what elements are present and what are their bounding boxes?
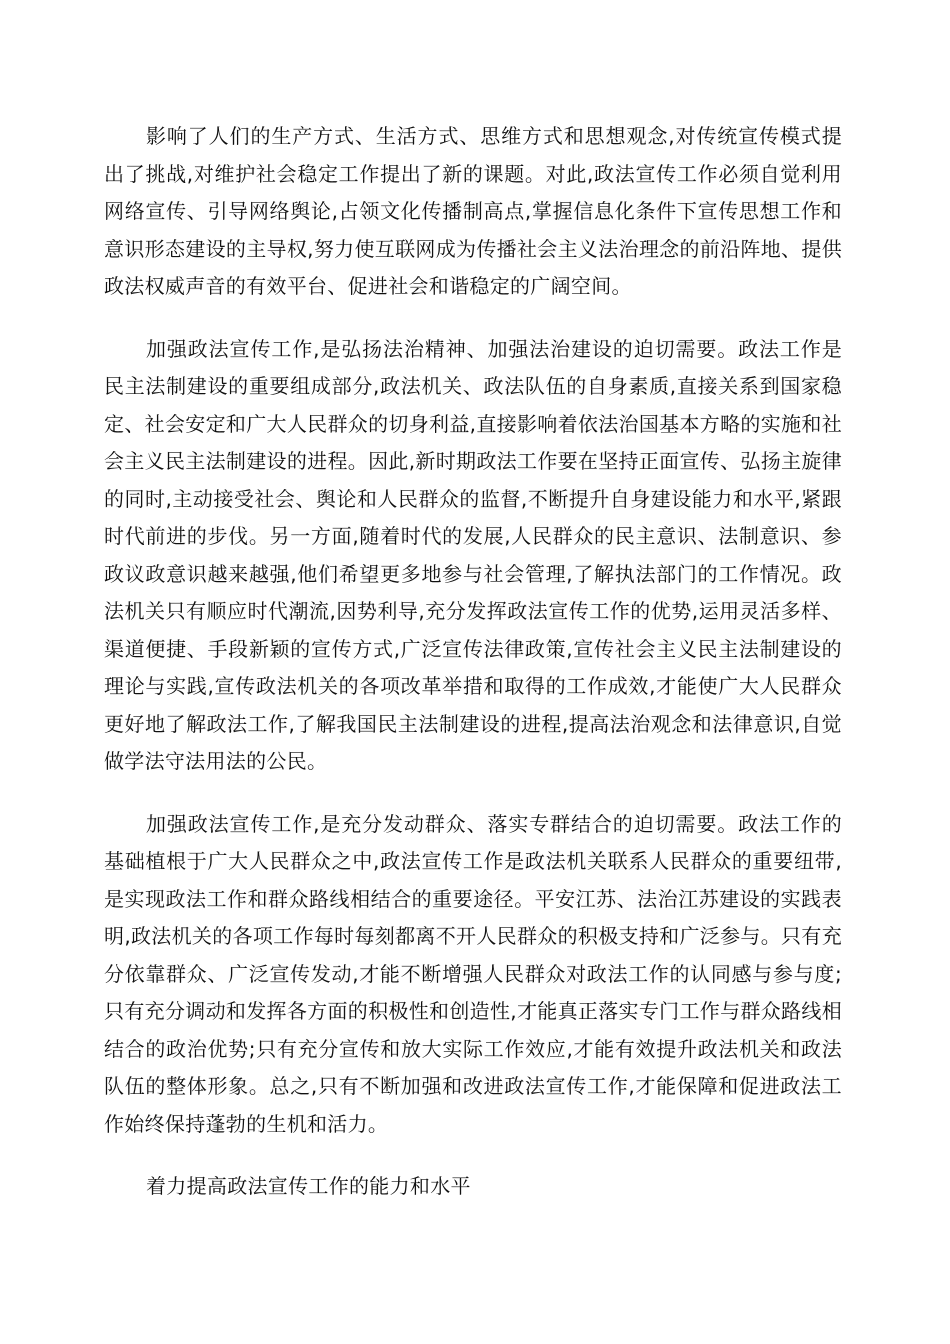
paragraph-1: 影响了人们的生产方式、生活方式、思维方式和思想观念,对传统宣传模式提出了挑战,对维护社会稳定工作提出了新的课题。对此,政法宣传工作必须自觉利用网络宣传、引导网络舆论,占领文化传播制高点,掌握信息化条件下宣传思想工作和意识形态建设的主导权,努力使互联网成为传播社会主义法治理念的前沿阵地、提供政法权威声音的有效平台、促进社会和谐稳定的广阔空间。 (104, 124, 842, 298)
paragraph-2: 加强政法宣传工作,是弘扬法治精神、加强法治建设的迫切需要。政法工作是民主法制建设的重要组成部分,政法机关、政法队伍的自身素质,直接关系到国家稳定、社会安定和广大人民群众的切身利益,直接影响着依法治国基本方略的实施和社会主义民主法制建设的进程。因此,新时期政法工作要在坚持正面宣传、弘扬主旋律的同时,主动接受社会、舆论和人民群众的监督,不断提升自身建设能力和水平,紧跟时代前进的步伐。另一方面,随着时代的发展,人民群众的民主意识、法制意识、参政议政意识越来越强,他们希望更多地参与社会管理,了解执法部门的工作情况。政法机关只有顺应时代潮流,因势利导,充分发挥政法宣传工作的优势,运用灵活多样、渠道便捷、手段新颖的宣传方式,广泛宣传法律政策,宣传社会主义民主法制建设的理论与实践,宣传政法机关的各项改革举措和取得的工作成效,才能使广大人民群众更好地了解政法工作,了解我国民主法制建设的进程,提高法治观念和法律意识,自觉做学法守法用法的公民。 (104, 336, 842, 773)
document-body (104, 118, 842, 1231)
section-heading: 着力提高政法宣传工作的能力和水平 (146, 1174, 471, 1198)
paragraph-3: 加强政法宣传工作,是充分发动群众、落实专群结合的迫切需要。政法工作的基础植根于广大人民群众之中,政法宣传工作是政法机关联系人民群众的重要纽带,是实现政法工作和群众路线相结合的重要途径。平安江苏、法治江苏建设的实践表明,政法机关的各项工作每时每刻都离不开人民群众的积极支持和广泛参与。只有充分依靠群众、广泛宣传发动,才能不断增强人民群众对政法工作的认同感与参与度;只有充分调动和发挥各方面的积极性和创造性,才能真正落实专门工作与群众路线相结合的政治优势;只有充分宣传和放大实际工作效应,才能有效提升政法机关和政法队伍的整体形象。总之,只有不断加强和改进政法宣传工作,才能保障和促进政法工作始终保持蓬勃的生机和活力。 (104, 811, 842, 1136)
